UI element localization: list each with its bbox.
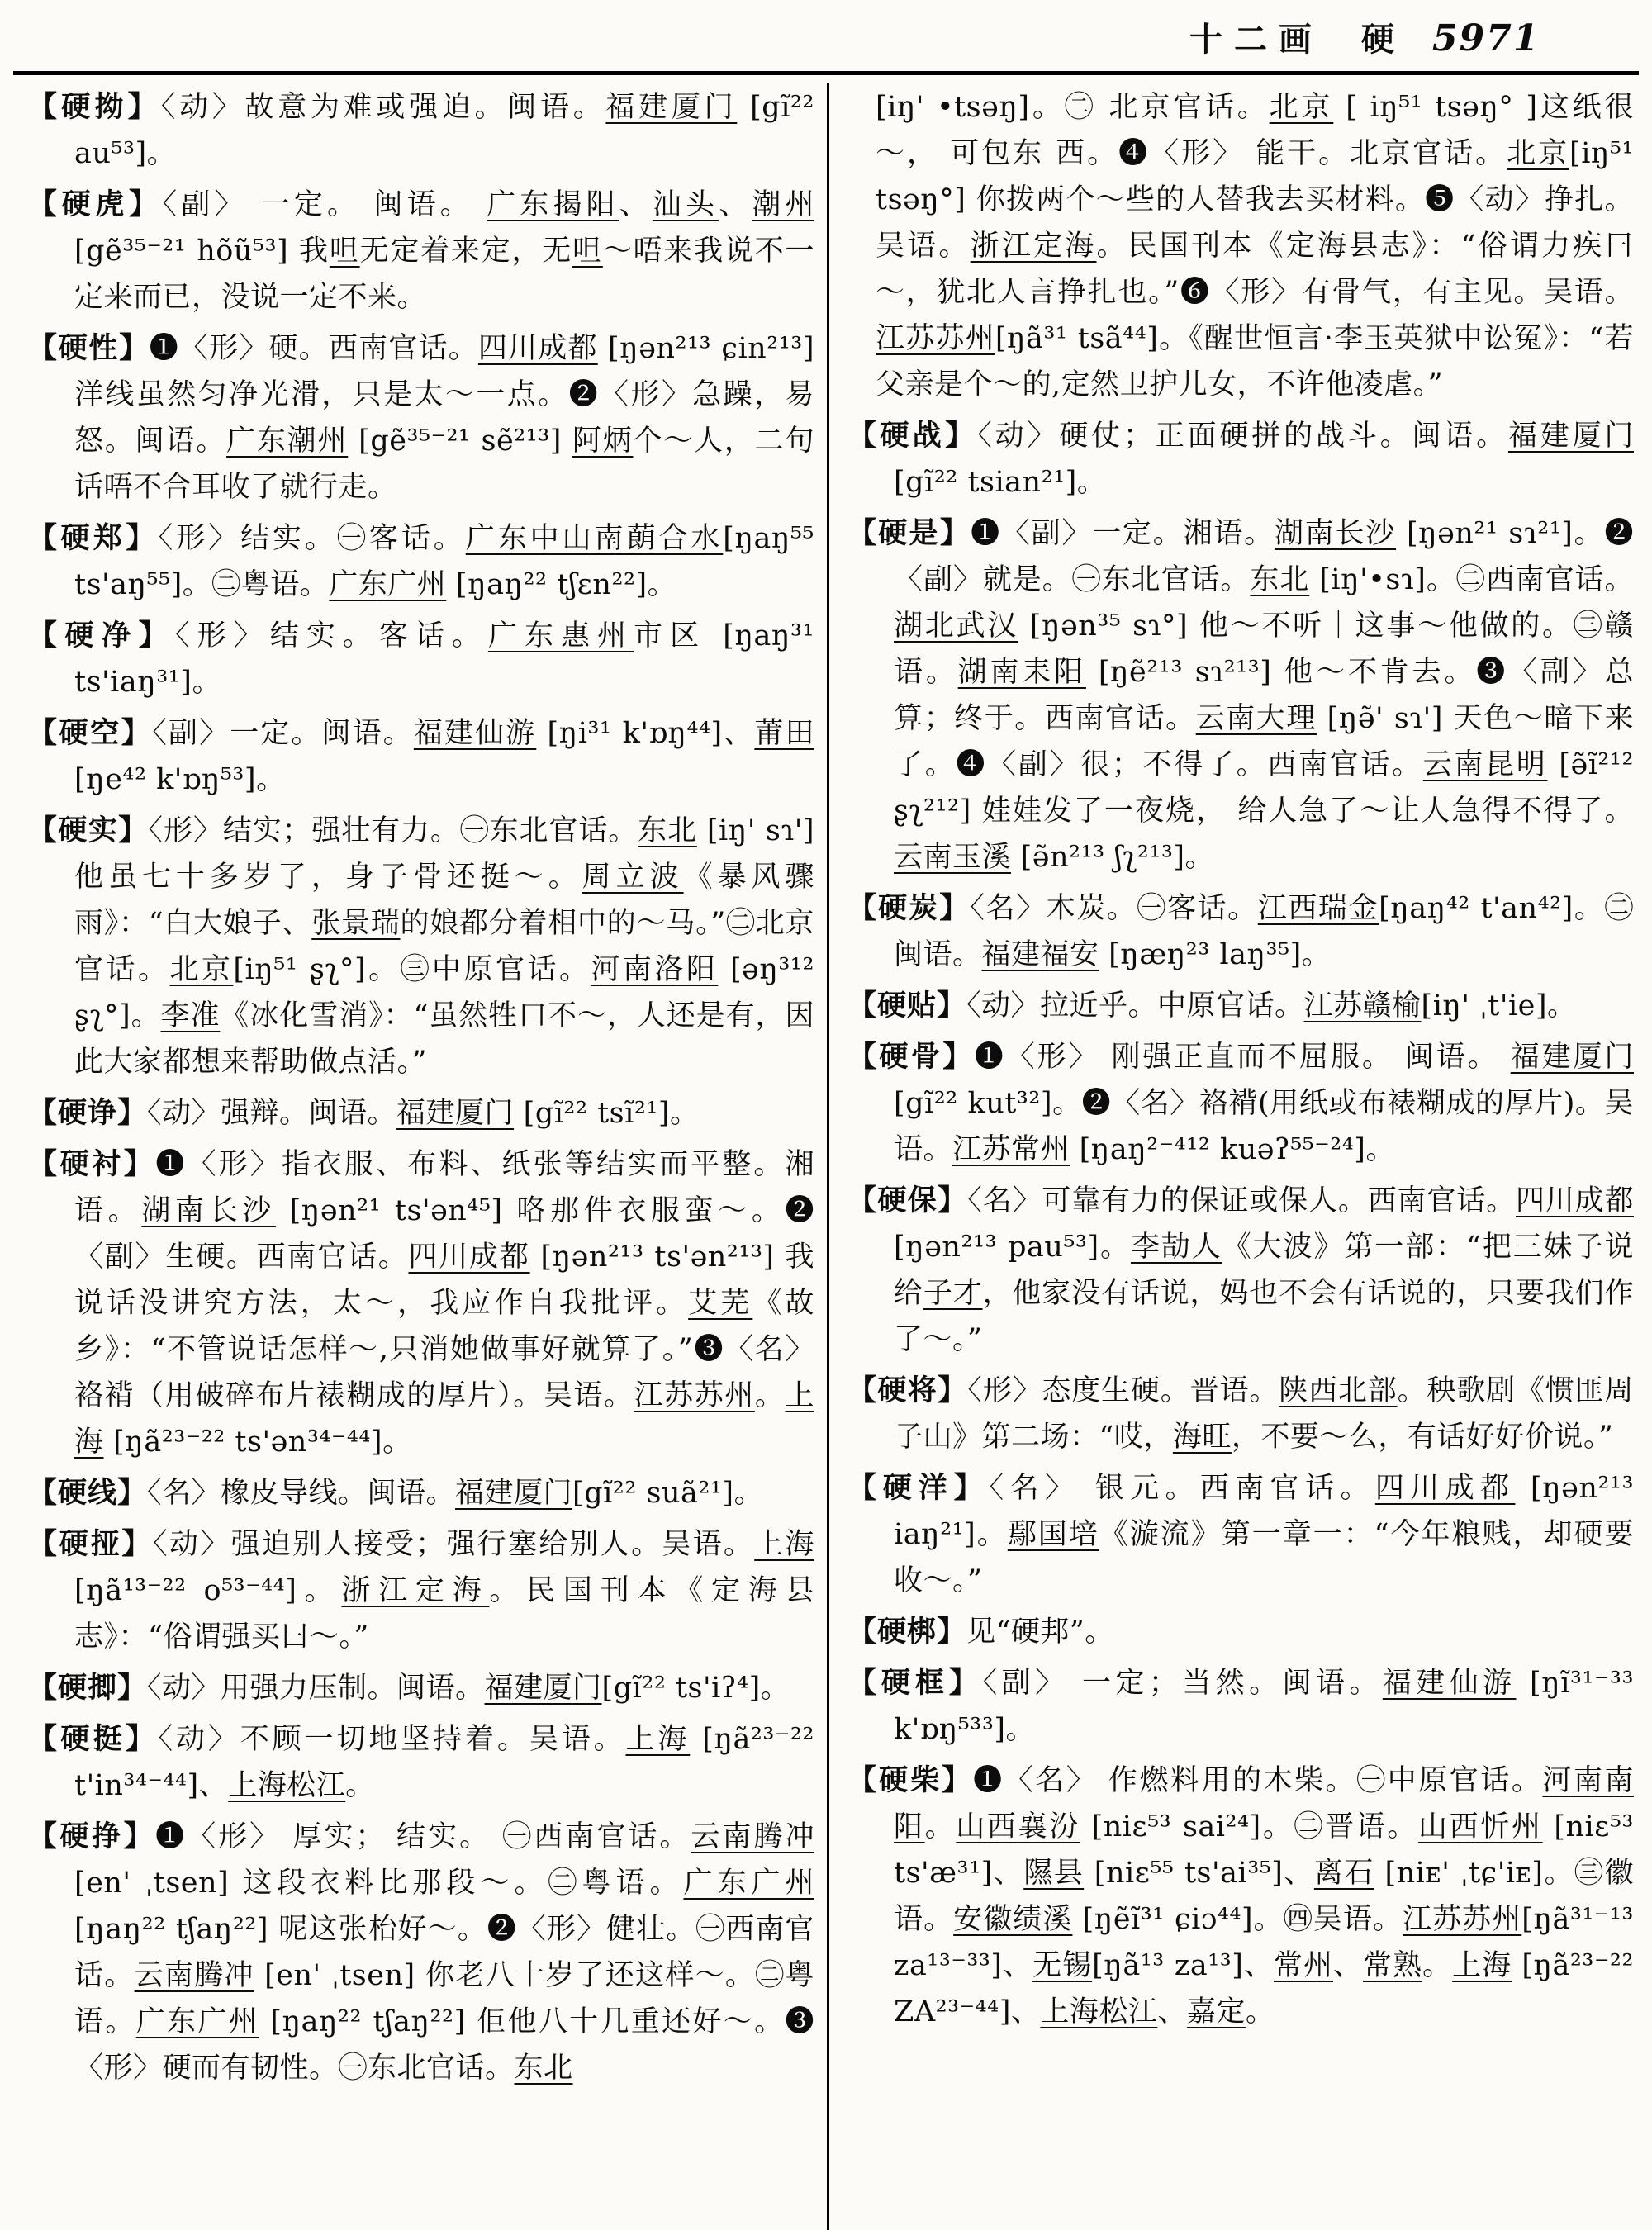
definition-text: [ŋən²¹³ pau⁵³]。 (894, 1231, 1131, 1264)
headword: 【硬揤】 (28, 1671, 148, 1705)
proper-noun: 浙江定海 (341, 1574, 490, 1607)
definition-text: [ŋĩ³¹⁻³³ k'ɒŋ⁵³³]。 (894, 1667, 1634, 1746)
proper-noun: 莆田 (754, 717, 814, 750)
proper-noun: 江苏苏州 (1403, 1903, 1522, 1936)
proper-noun: 云南腾冲 (134, 1959, 254, 1992)
proper-noun: 云南腾冲 (691, 1820, 814, 1853)
proper-noun: 呾 (572, 235, 603, 268)
definition-text: 〈副〉 一定；当然。闽语。 (982, 1667, 1383, 1700)
headword: 【硬净】 (28, 619, 176, 652)
definition-text: [ŋẽ²¹³ sɿ²¹³] 他～不肯去。❸〈副〉总算；终于。西南官话。 (894, 656, 1634, 735)
entry-left-10 (28, 1470, 814, 1516)
proper-noun: 子才 (923, 1277, 983, 1310)
page-header (1189, 13, 1540, 60)
proper-noun: 李劼人 (1130, 1231, 1222, 1264)
definition-text: [niɛ⁵³ ts'æ³¹]、 (894, 1810, 1634, 1890)
definition-text: 〈形〉结实；强壮有力。㊀东北官话。 (148, 814, 638, 847)
definition-text: 〈动〉强迫别人接受；强行塞给别人。吴语。 (153, 1528, 755, 1561)
definition-text: 〈形〉结实。㊀客话。 (158, 522, 466, 555)
definition-text: 无定着来定，无 (359, 235, 573, 268)
entry-right-6 (847, 1034, 1634, 1173)
proper-noun: 河南洛阳 (591, 953, 719, 986)
definition-text: [ŋə̃' sɿ'] 天色～暗下来了。❹〈副〉很；不得了。西南官话。 (894, 702, 1634, 781)
proper-noun: 汕头 (652, 188, 719, 221)
proper-noun: 湖南耒阳 (957, 656, 1086, 689)
entry-left-6 (28, 710, 814, 803)
definition-text: 〈名〉 银元。西南官话。 (989, 1472, 1375, 1505)
definition-text: 。民国刊本《定海县志》：“俗谓力疾曰～，犹北人言挣扎也。”❻〈形〉有骨气，有主见。吴语。 (876, 230, 1634, 309)
proper-noun: 嘉定 (1186, 1995, 1246, 2028)
definition-text: 。 (924, 1810, 957, 1843)
definition-text: [ŋən²¹³ iaŋ²¹]。 (894, 1472, 1634, 1551)
definition-text: 〈形〉态度生硬。晋语。 (967, 1374, 1279, 1407)
definition-text: 。 (345, 1769, 375, 1802)
headword: 【硬是】 (847, 516, 971, 550)
headword: 【硬保】 (847, 1184, 968, 1217)
headword: 【硬挜】 (28, 1527, 154, 1561)
definition-text: 〈动〉强辩。闽语。 (147, 1097, 397, 1130)
definition-text: 〈形〉结实。客话。 (175, 619, 488, 652)
definition-text: [en' ˌtsen] 你老八十岁了还这样～。㊁粤语。 (74, 1959, 814, 2038)
definition-text: 《暴风骤雨》：“白大娘子、 (74, 861, 814, 940)
proper-noun: 山西忻州 (1418, 1810, 1543, 1843)
proper-noun: 江苏苏州 (634, 1379, 755, 1412)
left-column (28, 84, 814, 2096)
proper-noun: 江苏常州 (952, 1133, 1070, 1166)
proper-noun: 东北 (1250, 563, 1310, 596)
proper-noun: 离石 (1313, 1857, 1374, 1890)
definition-text: 。秧歌剧《惯匪周子山》第二场：“哎， (894, 1374, 1634, 1454)
headword: 【硬梆】 (847, 1615, 967, 1649)
definition-text: ❶〈形〉 厚实； 结实。 ㊀西南官话。 (155, 1820, 691, 1853)
entry-right-12 (847, 1758, 1634, 2035)
definition-text: 。 (1422, 1949, 1453, 1982)
definition-text: [ŋã²³⁻²² ZA²³⁻⁴⁴]、 (894, 1949, 1634, 2028)
proper-noun: 四川成都 (1374, 1472, 1516, 1505)
proper-noun: 广东潮州 (226, 425, 349, 458)
definition-text: [ŋən²¹³ ɕin²¹³] 洋线虽然匀净光滑，只是太～一点。❷〈形〉急躁，易怒。闽语。 (74, 332, 814, 458)
proper-noun: 潮州 (752, 188, 814, 221)
entry-right-10 (847, 1609, 1634, 1655)
proper-noun: 海旺 (1172, 1421, 1232, 1454)
proper-noun: 上海松江 (228, 1769, 346, 1802)
definition-text: [niɛ⁵⁵ ts'ai³⁵]、 (1084, 1857, 1314, 1890)
definition-text: [en' ˌtsen] 这段衣料比那段～。㊁粤语。 (74, 1867, 684, 1900)
definition-text: 〈动〉硬仗；正面硬拼的战斗。闽语。 (977, 420, 1508, 453)
headword: 【硬炭】 (847, 891, 971, 925)
definition-text: 〈名〉橡皮导线。闽语。 (147, 1477, 456, 1510)
headword: 【硬衬】 (28, 1147, 156, 1181)
proper-noun: 常州 (1273, 1949, 1334, 1982)
definition-text: [ iŋ⁵¹ tsəŋ° ]这纸很～， 可包东 西。❹〈形〉 能干。北京官话。 (876, 91, 1635, 170)
definition-text: ❶〈形〉硬。西南官话。 (149, 332, 478, 365)
proper-noun: 张景瑞 (311, 907, 401, 940)
headword: 【硬骨】 (847, 1040, 975, 1074)
proper-noun: 河南南阳 (894, 1764, 1634, 1843)
proper-noun: 李准 (160, 999, 221, 1032)
definition-text: [ŋã²³⁻²² t'in³⁴⁻⁴⁴]、 (74, 1723, 814, 1802)
proper-noun: 湖北武汉 (894, 610, 1018, 643)
proper-noun: 福建厦门 (1510, 1041, 1634, 1074)
definition-text: [ŋən²¹ sɿ²¹]。❷〈副〉就是。㊀东北官话。 (894, 517, 1634, 596)
entry-left-1 (28, 84, 814, 177)
proper-noun: 福建厦门 (455, 1477, 573, 1510)
proper-noun: 浙江定海 (970, 230, 1097, 263)
definition-text: [ŋaŋ⁴² t'an⁴²]。㊁闽语。 (894, 892, 1634, 971)
definition-text: [iŋ⁵¹ ʂʅ°]。㊂中原官话。 (233, 953, 591, 986)
definition-text: ，不要～么，有话好好价说。” (1231, 1421, 1614, 1454)
column-divider (827, 83, 829, 2230)
proper-noun: 周立波 (582, 861, 684, 894)
proper-noun: 云南昆明 (1422, 748, 1548, 781)
definition-text: [gẽ³⁵⁻²¹ hõũ⁵³] 我 (74, 235, 330, 268)
definition-text: [ŋẽĩ³¹ ɕiɔ⁴⁴]。㊃吴语。 (1072, 1903, 1403, 1936)
definition-text: ❶〈形〉指衣服、布料、纸张等结实而平整。湘语。 (74, 1148, 814, 1227)
headword: 【硬拗】 (28, 90, 161, 124)
definition-text: 《冰化雪消》：“虽然牲口不～，人还是有，因此大家都想来帮助做点活。” (74, 999, 814, 1079)
definition-text: [ə̃n²¹³ ʃʅ²¹³]。 (1011, 841, 1215, 874)
definition-text: 〈动〉故意为难或强迫。闽语。 (160, 91, 606, 124)
definition-text: [gĩ²² tsĩ²¹]。 (514, 1097, 700, 1130)
definition-text: ❶〈形〉 刚强正直而不屈服。 闽语。 (974, 1041, 1511, 1074)
right-column (847, 84, 1634, 2040)
proper-noun: 北京 (1507, 137, 1570, 170)
definition-text: [ŋaŋ²² tʃɛn²²]。 (446, 568, 677, 601)
definition-text: 、 (719, 188, 752, 221)
definition-text: 个～人，二句话唔不合耳收了就行走。 (74, 425, 814, 504)
headword: 【硬战】 (847, 419, 978, 453)
definition-text: 《漩流》第一章一：“今年粮贱，却硬要收～。” (894, 1518, 1634, 1597)
proper-noun: 湖南长沙 (141, 1194, 276, 1227)
proper-noun: 鄢国培 (1007, 1518, 1099, 1551)
radical-label: 硬 (1361, 20, 1394, 59)
proper-noun: 无锡 (1032, 1949, 1093, 1982)
definition-text: [gẽ³⁵⁻²¹ sẽ²¹³] (348, 425, 572, 458)
definition-text: 。民国刊本《定海县志》：“俗谓强买曰～。” (74, 1574, 814, 1654)
definition-text: ，他家没有话说，妈也不会有话说的，只要我们作了～。” (894, 1277, 1634, 1356)
definition-text: [ŋã³¹ tsã⁴⁴]。《醒世恒言·李玉英狱中讼冤》：“若父亲是个～的,定然卫护儿女，不许他凌虐。” (876, 322, 1634, 401)
section-label: 十二画 (1189, 20, 1323, 59)
proper-noun: 云南大理 (1195, 702, 1317, 735)
proper-noun: 四川成都 (477, 332, 598, 365)
definition-text: [gĩ²² tsian²¹]。 (894, 466, 1107, 499)
entry-left-13 (28, 1716, 814, 1809)
proper-noun: 东北 (638, 814, 697, 847)
definition-text: [niɛ⁵³ sai²⁴]。㊁晋语。 (1080, 1810, 1419, 1843)
proper-noun: 福建仙游 (1382, 1667, 1517, 1700)
headword: 【硬挣】 (28, 1820, 156, 1853)
proper-noun: 福建厦门 (484, 1672, 602, 1705)
entry-left-7 (28, 808, 814, 1085)
definition-text: [ŋi³¹ k'ɒŋ⁴⁴]、 (536, 717, 755, 750)
definition-text: [ŋən²¹ ts'ən⁴⁵] 咯那件衣服蛮～。❷〈副〉生硬。西南官话。 (74, 1194, 814, 1274)
proper-noun: 云南玉溪 (894, 841, 1012, 874)
definition-text: 《故乡》：“不管说话怎样～,只消她做事好就算了。”❸〈名〉袼褙（用破碎布片裱糊成的厚片）。吴语。 (74, 1287, 814, 1412)
definition-text: [ŋən²¹³ ts'ən²¹³] 我说话没讲究方法，太～，我应作自我批评。 (74, 1241, 814, 1320)
definition-text: [əŋ³¹² ʂʅ°]。 (74, 953, 814, 1032)
proper-noun: 江苏赣榆 (1303, 989, 1422, 1022)
proper-noun: 广东广州 (329, 568, 447, 601)
entry-right-4 (847, 885, 1634, 978)
entry-right-5 (847, 983, 1634, 1029)
proper-noun: 上海 (74, 1379, 814, 1459)
proper-noun: 福建厦门 (396, 1097, 515, 1130)
headword: 【硬框】 (847, 1666, 983, 1700)
proper-noun: 广东广州 (683, 1867, 814, 1900)
proper-noun: 福建厦门 (605, 91, 738, 124)
definition-text: 、 (1157, 1995, 1187, 2028)
proper-noun: 广东揭阳 (487, 188, 620, 221)
proper-noun: 隰县 (1023, 1857, 1085, 1890)
headword: 【硬郑】 (28, 521, 159, 555)
entry-right-2 (847, 413, 1634, 505)
definition-text: ❶〈副〉一定。湘语。 (971, 517, 1275, 550)
entry-left-9 (28, 1141, 814, 1465)
proper-noun: 艾芜 (688, 1287, 753, 1320)
proper-noun: 上海 (754, 1528, 814, 1561)
definition-text: [iŋ' sɿ'] 他虽七十多岁了，身子骨还挺～。 (74, 814, 814, 894)
definition-text: [ŋaŋ⁵⁵ ts'aŋ⁵⁵]。㊁粤语。 (74, 522, 814, 601)
definition-text: 、 (619, 188, 653, 221)
definition-text: [ŋã¹³ za¹³]、 (1092, 1949, 1274, 1982)
entry-right-9 (847, 1465, 1634, 1604)
definition-text: [gĩ²² ts'iʔ⁴]。 (601, 1672, 790, 1705)
definition-text: [gĩ²² kut³²]。❷〈名〉袼褙(用纸或布裱糊成的厚片)。吴语。 (894, 1087, 1634, 1166)
definition-text: [gĩ²² suã²¹]。 (572, 1477, 764, 1510)
entry-left-3 (28, 325, 814, 510)
definition-text: [ŋe⁴² k'ɒŋ⁵³]。 (74, 763, 286, 796)
proper-noun: 福建厦门 (1507, 420, 1634, 453)
definition-text: 〈动〉不顾一切地坚持着。吴语。 (158, 1723, 626, 1756)
definition-text: [ŋã³¹⁻¹³ za¹³⁻³³]、 (894, 1903, 1634, 1982)
proper-noun: 福建福安 (981, 938, 1099, 971)
entry-left-4 (28, 515, 814, 608)
definition-text: ～唔来我说不一定来而已，没说一定不来。 (74, 235, 814, 314)
definition-text: 。 (1245, 1995, 1275, 2028)
proper-noun: 四川成都 (1515, 1184, 1634, 1217)
headword: 【硬实】 (28, 814, 149, 847)
definition-text: [iŋ⁵¹ tsəŋ°] 你拨两个～些的人替我去买材料。❺〈动〉挣扎。吴语。 (876, 137, 1634, 263)
proper-noun: 广东中山南蓢合水 (465, 522, 724, 555)
definition-text: [ŋaŋ²² tʃaŋ²²] 佢他八十几重还好～。❸〈形〉硬而有韧性。㊀东北官话。 (74, 2005, 814, 2085)
headword: 【硬柴】 (847, 1763, 974, 1797)
proper-noun: 上海 (1452, 1949, 1512, 1982)
entry-left-11 (28, 1521, 814, 1660)
definition-text: [ŋaŋ²² tʃaŋ²²] 呢这张枱好～。❷〈形〉健壮。㊀西南官话。 (74, 1913, 814, 1992)
definition-text: [iŋ'•sɿ]。㊁西南官话。 (1309, 563, 1634, 596)
definition-text: [niᴇ' ˌtɕ'iᴇ]。㊂徽语。 (894, 1857, 1635, 1936)
entry-right-8 (847, 1368, 1634, 1460)
headword: 【硬将】 (847, 1374, 968, 1407)
definition-text: [ŋæŋ²³ laŋ³⁵]。 (1099, 938, 1332, 971)
proper-noun: 常熟 (1363, 1949, 1423, 1982)
proper-noun: 山西襄汾 (956, 1810, 1080, 1843)
definition-text: 、 (1333, 1949, 1364, 1982)
definition-text: [ə̃ĩ²¹² ʂʅ²¹²] 娃娃发了一夜烧， 给人急了～让人急得不得了。 (894, 748, 1634, 828)
entry-right-7 (847, 1178, 1634, 1363)
proper-noun: 北京 (169, 953, 234, 986)
entry-right-11 (847, 1660, 1634, 1753)
entry-left-2 (28, 182, 814, 320)
proper-noun: 江西瑞金 (1257, 892, 1379, 925)
proper-noun: 福建仙游 (413, 717, 537, 750)
definition-text: 见“硬邦”。 (966, 1616, 1114, 1649)
definition-text: 〈名〉木炭。㊀客话。 (970, 892, 1258, 925)
headword: 【硬虎】 (28, 187, 163, 221)
definition-text: 〈动〉拉近乎。中原官话。 (966, 989, 1304, 1022)
headword: 【硬空】 (28, 716, 153, 750)
entry-left-12 (28, 1665, 814, 1711)
headword: 【硬贴】 (847, 989, 967, 1022)
definition-text: 《大波》第一部：“把三妹子说给 (894, 1231, 1634, 1310)
entry-left-14 (28, 1814, 814, 2091)
proper-noun: 北京 (1269, 91, 1334, 124)
proper-noun: 广东广州 (135, 2005, 259, 2038)
definition-text: 〈名〉可靠有力的保证或保人。西南官话。 (967, 1184, 1516, 1217)
header-rule (13, 71, 1639, 75)
definition-text: [iŋ' •tsəŋ]。㊁ 北京官话。 (876, 91, 1270, 124)
proper-noun: 呾 (329, 235, 360, 268)
definition-text: 〈动〉用强力压制。闽语。 (147, 1672, 485, 1705)
definition-text: [ŋã¹³⁻²² o⁵³⁻⁴⁴]。 (74, 1574, 342, 1607)
definition-text: 的娘都分着相中的～马。”㊁北京官话。 (74, 907, 814, 986)
proper-noun: 江苏苏州 (876, 322, 995, 355)
proper-noun: 广东惠州 (487, 619, 634, 652)
definition-text: 。 (754, 1379, 786, 1412)
headword: 【硬性】 (28, 331, 150, 365)
definition-text: [gĩ²² au⁵³]。 (74, 91, 814, 170)
proper-noun: 上海松江 (1040, 1995, 1158, 2028)
proper-noun: 上海 (625, 1723, 691, 1756)
definition-text: [ŋən³⁵ sɿ°] 他～不听｜这事～他做的。㊂赣语。 (894, 610, 1634, 689)
entry-right-3 (847, 510, 1634, 880)
proper-noun: 陕西北部 (1279, 1374, 1398, 1407)
proper-noun: 湖南长沙 (1274, 517, 1397, 550)
definition-text: 〈副〉一定。闽语。 (152, 717, 414, 750)
definition-text: [iŋ' ˌt'ie]。 (1421, 989, 1577, 1022)
definition-text: 市区 [ŋaŋ³¹ ts'iaŋ³¹]。 (74, 619, 814, 699)
definition-text: [ŋaŋ²⁻⁴¹² kuəʔ⁵⁵⁻²⁴]。 (1070, 1133, 1395, 1166)
entry-continuation (847, 84, 1634, 408)
definition-text: [ŋã²³⁻²² ts'ən³⁴⁻⁴⁴]。 (103, 1426, 412, 1459)
definition-text: 〈副〉 一定。 闽语。 (162, 188, 487, 221)
headword: 【硬挺】 (28, 1722, 159, 1756)
headword: 【硬线】 (28, 1476, 148, 1510)
headword: 【硬诤】 (28, 1096, 148, 1130)
entry-left-8 (28, 1090, 814, 1136)
headword: 【硬洋】 (847, 1471, 990, 1505)
proper-noun: 阿炳 (572, 425, 634, 458)
proper-noun: 东北 (514, 2052, 573, 2085)
proper-noun: 安徽绩溪 (953, 1903, 1073, 1936)
entry-left-5 (28, 613, 814, 705)
page-number: 5971 (1432, 17, 1540, 59)
proper-noun: 四川成都 (408, 1241, 530, 1274)
definition-text: ❶〈名〉 作燃料用的木柴。㊀中原官话。 (973, 1764, 1543, 1797)
